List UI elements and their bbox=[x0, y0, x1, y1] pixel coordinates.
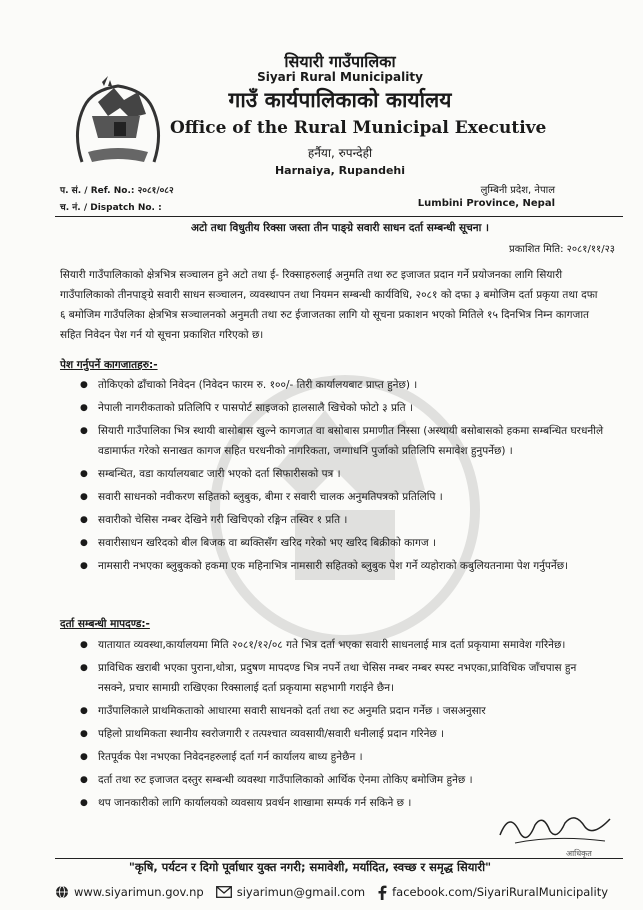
province-np: लुम्बिनी प्रदेश, नेपाल bbox=[480, 185, 555, 196]
footer-motto: "कृषि, पर्यटन र दिगो पूर्वाधार युक्त नगरी; समावेशी, मर्यादित, स्वच्छ र समृद्ध सियारी" bbox=[128, 860, 492, 874]
globe-icon bbox=[55, 885, 69, 899]
list-item: ● सवारीसाधन खरिदको बील बिजक वा ब्यक्तिसँग खरिद गरेको भए खरिद बिक्रीको कागज । bbox=[80, 533, 607, 553]
facebook-icon bbox=[377, 885, 387, 900]
header-divider bbox=[55, 216, 623, 217]
list-item: ● नेपाली नागरीकताको प्रतिलिपि र पासपोर्ट साइजको हालसालै खिचेको फोटो ३ प्रति । bbox=[80, 398, 607, 418]
list-item: ● नामसारी नभएका ब्लुबुकको हकमा एक महिनाभित्र नामसारी सहितको ब्लुबुक पेश गर्ने व्यहोराको कबुलियतनामा पेश गर्नुपर्नेछ। bbox=[80, 556, 607, 576]
office-name-en: Office of the Rural Municipal Executive bbox=[170, 118, 547, 138]
list-item: ● सम्बन्धित, वडा कार्यालयबाट जारी भएको दर्ता सिफारीसको पत्र । bbox=[80, 464, 607, 484]
list-item: ● थप जानकारीको लागि कार्यालयको व्यवसाय प्रवर्धन शाखामा सम्पर्क गर्न सकिने छ । bbox=[80, 793, 607, 813]
list-item: ● पहिलो प्राथमिकता स्थानीय स्वरोजगारी र तत्पश्चात व्यवसायी/सवारी धनीलाई प्रदान गरिनेछ । bbox=[80, 724, 607, 744]
list-item: ● रितपूर्वक पेश नभएका निवेदनहरुलाई दर्ता गर्न कार्यालय बाध्य हुनेछैन । bbox=[80, 747, 607, 767]
approved-label: आधिकृत bbox=[566, 849, 592, 858]
signature-icon bbox=[495, 805, 615, 850]
municipality-name-np: सियारी गाउँपालिका bbox=[284, 52, 396, 71]
criteria-heading: दर्ता सम्बन्धी मापदण्ड:- bbox=[60, 618, 150, 630]
list-item: ● प्राविधिक खराबी भएका पुराना,थोत्रा, प्रदुषण मापदण्ड भित्र नपर्ने तथा चेसिस नम्बर नम्बर स्पस्ट नभएका,प्राविधिक जाँचपास हुन नसक्ने, प्रचार सामाग्री राखिएका रिक्सालाई दर्ता प्रकृयामा सहभागी गराईने छैन। bbox=[80, 658, 607, 698]
list-item: ● सवारी साधनको नवीकरण सहितको ब्लुबुक, बीमा र सवारी चालक अनुमतिपत्रको प्रतिलिपि । bbox=[80, 487, 607, 507]
documents-heading: पेश गर्नुपर्ने कागजातहरु:- bbox=[60, 359, 158, 371]
documents-list bbox=[80, 375, 607, 579]
office-name-np: गाउँ कार्यपालिकाको कार्यालय bbox=[228, 88, 452, 112]
list-item: ● यातायात व्यवस्था,कार्यालयमा मिति २०८१/१२/०८ गते भित्र दर्ता भएका सवारी साधनलाई मात्र दर्ता प्रकृयामा समावेश गरिनेछ। bbox=[80, 635, 607, 655]
place-np: हर्नैया, रुपन्देही bbox=[307, 146, 373, 160]
website-link[interactable]: www.siyarimun.gov.np bbox=[74, 885, 204, 899]
contact-bar bbox=[55, 882, 608, 902]
notice-intro: सियारी गाउँपालिकाको क्षेत्रभित्र सञ्चालन हुने अटो तथा ई- रिक्साहरुलाई अनुमति तथा रुट इजाजत प्रदान गर्ने प्रयोजनका लागि सियारी गाउँपालिकाको तीनपाङ्ग्रे सवारी साधन सञ्चालन, व्यवस्थापन तथा नियमन सम्बन्धी कार्यविधि, २०८१ को दफा ३ बमोजिम दर्ता प्रकृया तथा दफा ६ बमोजिम गाउँपलिका क्षेत्रभित्र सञ्चालनको अनुमती तथा रुट ईजाजतका लागि यो सूचना प्रकाशन भएको मितिले १५ दिनभित्र निम्न कागजात सहित निवेदन पेश गर्न यो सूचना प्रकाशित गरिएको छ। bbox=[60, 269, 598, 341]
list-item: ● तोकिएको ढाँचाको निवेदन (निवेदन फारम रु. १००/- तिरी कार्यालयबाट प्राप्त हुनेछ) । bbox=[80, 375, 607, 395]
facebook-link[interactable]: facebook.com/SiyariRuralMunicipality bbox=[392, 885, 609, 899]
place-en: Harnaiya, Rupandehi bbox=[274, 164, 406, 177]
province-en: Lumbini Province, Nepal bbox=[417, 198, 555, 209]
email-link[interactable]: siyarimun@gmail.com bbox=[236, 885, 366, 899]
list-item: ● दर्ता तथा रुट इजाजत दस्तुर सम्बन्धी व्यवस्था गाउँपालिकाको आर्थिक ऐनमा तोकिए बमोजिम हुनेछ । bbox=[80, 770, 607, 790]
notice-subject: अटो तथा विधुतीय रिक्सा जस्ता तीन पाङ्ग्रे सवारी साधन दर्ता सम्बन्धी सूचना । bbox=[191, 222, 489, 234]
dispatch-number: च. नं. / Dispatch No. : bbox=[60, 203, 162, 213]
list-item: ● सवारीको चेसिस नम्बर देखिने गरी खिचिएको रङ्गिन तस्विर १ प्रति । bbox=[80, 510, 607, 530]
list-item: ● सियारी गाउँपालिका भित्र स्थायी बासोबास खुल्ने कागजात वा बसोबास प्रमाणीत निस्सा (अस्थायी बसोबासको हकमा सम्बन्धित घरधनीले वडामार्फत गरेको सनाखत कागज सहित घरधनीको नागरिकता, जग्गाधनि पुर्जाको प्रतिलिपि समावेश हुनुपर्नेछ) । bbox=[80, 421, 607, 461]
published-date: प्रकाशित मिति: २०८१/११/२३ bbox=[509, 244, 615, 255]
nepal-emblem-icon bbox=[62, 72, 174, 172]
footer-divider bbox=[55, 858, 623, 859]
municipality-name-en: Siyari Rural Municipality bbox=[257, 70, 423, 84]
mail-icon bbox=[216, 886, 232, 898]
reference-number: प. सं. / Ref. No.: २०८१/०८२ bbox=[60, 186, 174, 196]
list-item: ● गाउँपालिकाले प्राथमिकताको आधारमा सवारी साधनको दर्ता तथा रुट अनुमति प्रदान गर्नेछ । जसअनुसार bbox=[80, 701, 607, 721]
criteria-list bbox=[80, 635, 607, 816]
